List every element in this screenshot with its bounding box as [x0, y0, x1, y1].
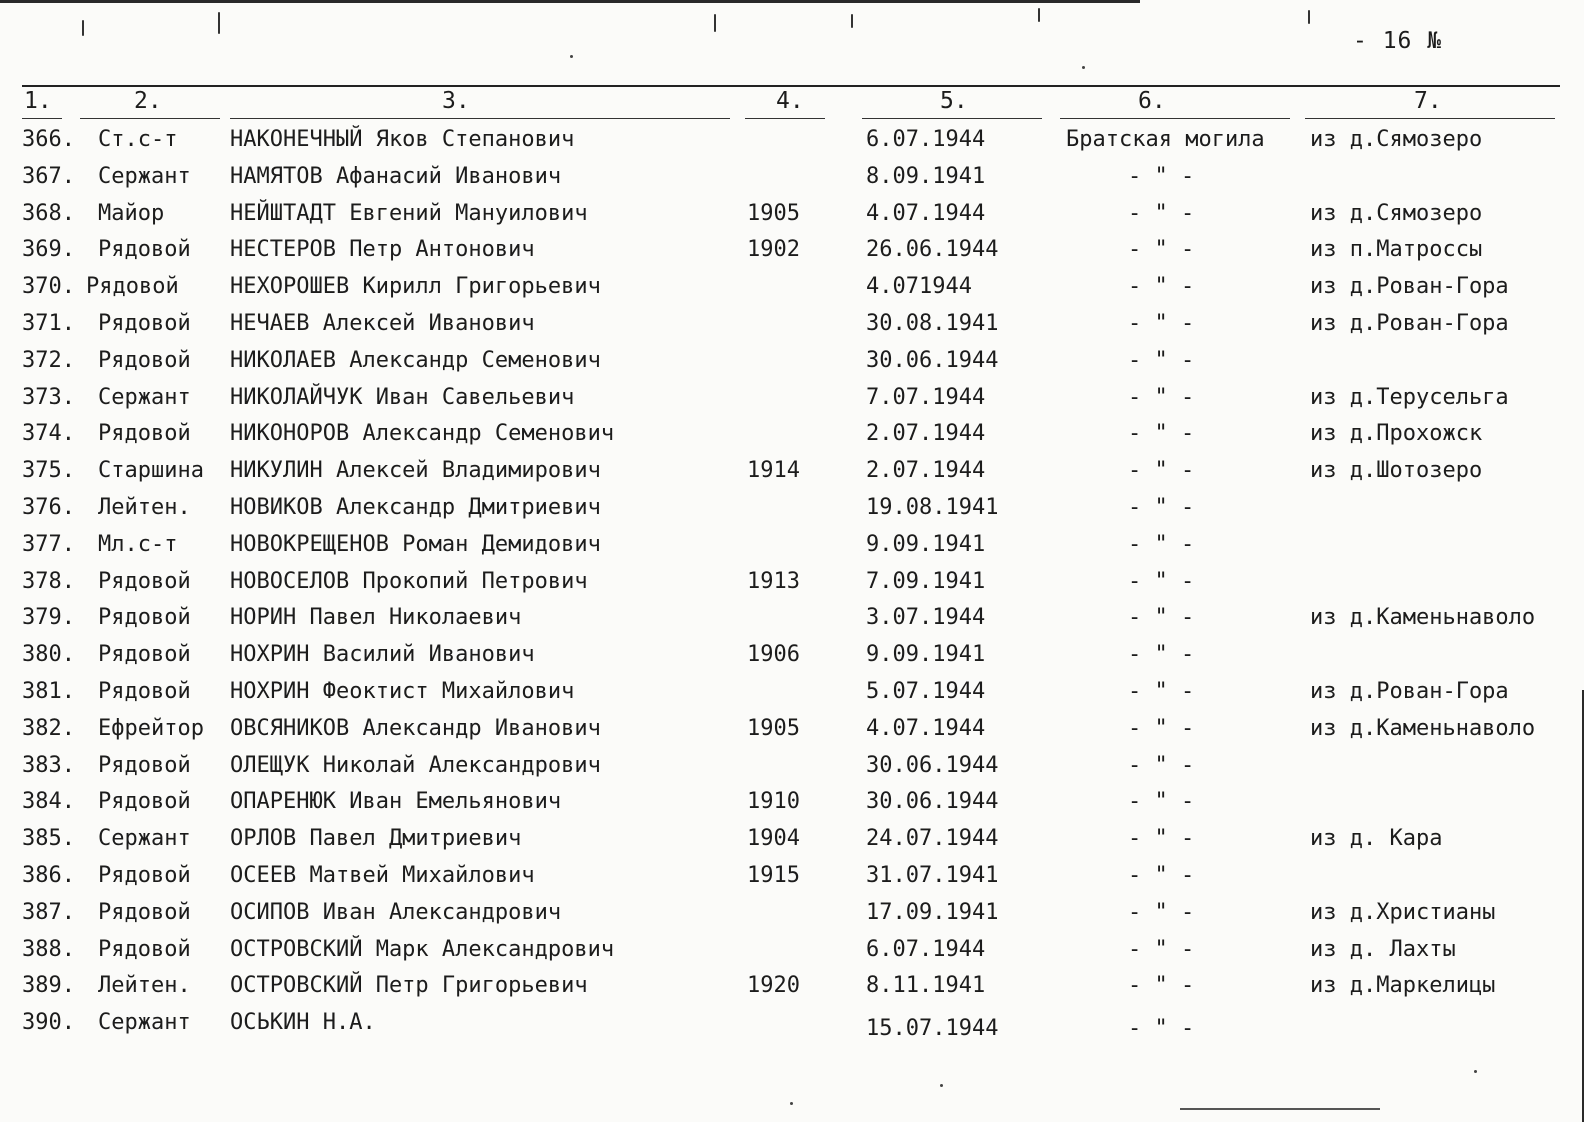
row-burial-place: - " - [1128, 310, 1195, 336]
row-origin: из д.Каменьнаволо [1310, 605, 1536, 631]
row-rank: Рядовой [98, 310, 191, 336]
table-row [0, 751, 1584, 788]
row-rank: Рядовой [98, 642, 191, 668]
stray-mark [218, 12, 220, 34]
row-death-date: 6.07.1944 [866, 127, 986, 152]
row-origin: из д.Рован-Гора [1310, 310, 1509, 336]
table-row [0, 1008, 1584, 1045]
row-name: НАКОНЕЧНЫЙ Яков Степанович [230, 127, 575, 152]
row-name: НОХРИН Феоктист Михайлович [230, 678, 575, 704]
row-death-date: 8.09.1941 [866, 163, 986, 189]
header-rule [22, 85, 1560, 87]
row-death-date: 15.07.1944 [866, 1016, 999, 1042]
row-death-date: 26.06.1944 [866, 237, 999, 263]
row-rank: Ст.с-т [98, 127, 178, 152]
row-name: НИКОЛАЙЧУК Иван Савельевич [230, 384, 575, 410]
row-number: 390. [22, 1010, 75, 1036]
row-name: НИКОЛАЕВ Александр Семенович [230, 347, 601, 373]
row-death-date: 17.09.1941 [866, 899, 999, 925]
row-rank: Рядовой [98, 568, 191, 594]
row-name: НОВОСЕЛОВ Прокопий Петрович [230, 568, 588, 594]
row-death-date: 31.07.1941 [866, 862, 999, 888]
row-rank: Сержант [98, 163, 191, 189]
row-burial-place: - " - [1128, 421, 1195, 447]
row-death-date: 2.07.1944 [866, 421, 986, 447]
row-birth-year: 1915 [747, 862, 800, 888]
row-name: НАМЯТОВ Афанасий Иванович [230, 163, 562, 189]
row-number: 387. [22, 899, 75, 925]
header-underline [22, 118, 62, 119]
row-number: 379. [22, 605, 75, 631]
row-rank: Рядовой [98, 936, 191, 962]
row-number: 369. [22, 237, 75, 263]
row-burial-place: - " - [1128, 384, 1195, 410]
row-origin: из д.Прохожск [1310, 421, 1483, 447]
table-row [0, 493, 1584, 530]
row-burial-place: - " - [1128, 458, 1195, 484]
row-origin: из д.Рован-Гора [1310, 274, 1509, 300]
row-name: ОСТРОВСКИЙ Петр Григорьевич [230, 973, 588, 999]
table-row [0, 162, 1584, 199]
row-number: 385. [22, 826, 75, 852]
page-number: - 16 № [1353, 28, 1443, 54]
row-rank: Рядовой [98, 789, 191, 815]
stray-dot [790, 1102, 793, 1105]
table-row [0, 603, 1584, 640]
row-name: НОВОКРЕЩЕНОВ Роман Демидович [230, 531, 601, 557]
row-number: 377. [22, 531, 75, 557]
row-name: НИКУЛИН Алексей Владимирович [230, 458, 601, 484]
row-rank: Рядовой [98, 862, 191, 888]
table-row [0, 898, 1584, 935]
row-death-date: 2.07.1944 [866, 458, 986, 484]
table-row [0, 235, 1584, 272]
stray-dot [1082, 66, 1085, 69]
row-burial-place: - " - [1128, 1016, 1195, 1042]
header-underline [230, 118, 730, 119]
row-death-date: 4.07.1944 [866, 200, 986, 226]
row-number: 371. [22, 310, 75, 336]
burial-list [0, 125, 1584, 1045]
row-number: 368. [22, 200, 75, 226]
table-row [0, 383, 1584, 420]
table-row [0, 419, 1584, 456]
row-rank: Майор [98, 200, 165, 226]
table-row [0, 346, 1584, 383]
row-number: 380. [22, 642, 75, 668]
row-origin: из д. Кара [1310, 826, 1443, 852]
row-rank: Рядовой [98, 899, 191, 925]
row-burial-place: - " - [1128, 642, 1195, 668]
row-rank: Старшина [98, 458, 204, 484]
table-row [0, 824, 1584, 861]
stray-mark [1308, 10, 1310, 24]
row-number: 367. [22, 163, 75, 189]
column-headers [0, 88, 1584, 120]
row-number: 366. [22, 127, 75, 152]
row-burial-place: - " - [1128, 862, 1195, 888]
row-number: 378. [22, 568, 75, 594]
column-header-6: 6. [1138, 88, 1166, 114]
row-rank: Рядовой [98, 605, 191, 631]
row-origin: из п.Матроссы [1310, 237, 1483, 263]
row-burial-place: - " - [1128, 789, 1195, 815]
row-death-date: 9.09.1941 [866, 642, 986, 668]
table-row [0, 309, 1584, 346]
row-name: ОСЬКИН Н.А. [230, 1010, 376, 1036]
column-header-2: 2. [134, 88, 162, 114]
row-burial-place: - " - [1128, 715, 1195, 741]
row-burial-place: - " - [1128, 678, 1195, 704]
row-burial-place: - " - [1128, 973, 1195, 999]
row-death-date: 30.06.1944 [866, 789, 999, 815]
table-row [0, 935, 1584, 972]
row-death-date: 7.09.1941 [866, 568, 986, 594]
row-origin: из д.Сямозеро [1310, 200, 1483, 226]
table-row [0, 125, 1584, 162]
table-row [0, 567, 1584, 604]
header-underline [745, 118, 825, 119]
row-birth-year: 1904 [747, 826, 800, 852]
row-rank: Рядовой [98, 421, 191, 447]
row-origin: из д.Маркелицы [1310, 973, 1496, 999]
row-death-date: 24.07.1944 [866, 826, 999, 852]
row-number: 389. [22, 973, 75, 999]
stray-dot [940, 1084, 943, 1087]
row-name: НЕХОРОШЕВ Кирилл Григорьевич [230, 274, 601, 300]
row-name: ОСЕЕВ Матвей Михайлович [230, 862, 535, 888]
row-rank: Лейтен. [98, 494, 191, 520]
row-death-date: 19.08.1941 [866, 494, 999, 520]
stray-dot [1474, 1070, 1477, 1073]
row-origin: из д. Лахты [1310, 936, 1456, 962]
row-rank: Рядовой [98, 347, 191, 373]
row-number: 386. [22, 862, 75, 888]
row-birth-year: 1914 [747, 458, 800, 484]
row-burial-place: - " - [1128, 605, 1195, 631]
row-death-date: 4.071944 [866, 274, 972, 300]
row-burial-place: - " - [1128, 237, 1195, 263]
column-header-3: 3. [442, 88, 470, 114]
row-number: 374. [22, 421, 75, 447]
column-header-7: 7. [1414, 88, 1442, 114]
row-death-date: 7.07.1944 [866, 384, 986, 410]
row-burial-place: - " - [1128, 752, 1195, 778]
row-rank: Рядовой [98, 752, 191, 778]
row-birth-year: 1910 [747, 789, 800, 815]
row-death-date: 30.06.1944 [866, 347, 999, 373]
row-name: НОРИН Павел Николаевич [230, 605, 522, 631]
row-origin: из д.Каменьнаволо [1310, 715, 1536, 741]
row-number: 376. [22, 494, 75, 520]
stray-mark [82, 20, 84, 36]
row-name: НОХРИН Василий Иванович [230, 642, 535, 668]
row-burial-place: - " - [1128, 531, 1195, 557]
row-name: ОПАРЕНЮК Иван Емельянович [230, 789, 562, 815]
table-row [0, 971, 1584, 1008]
row-rank: Сержант [98, 1010, 191, 1036]
stray-mark [1038, 8, 1040, 22]
row-burial-place: - " - [1128, 936, 1195, 962]
row-origin: из д.Шотозеро [1310, 458, 1483, 484]
row-burial-place: - " - [1128, 347, 1195, 373]
stray-mark [851, 14, 853, 28]
row-burial-place: Братская могила [1066, 127, 1265, 152]
row-name: НЕСТЕРОВ Петр Антонович [230, 237, 535, 263]
row-death-date: 3.07.1944 [866, 605, 986, 631]
row-burial-place: - " - [1128, 494, 1195, 520]
row-birth-year: 1905 [747, 200, 800, 226]
row-rank: Рядовой [86, 274, 179, 300]
row-number: 381. [22, 678, 75, 704]
row-number: 375. [22, 458, 75, 484]
row-rank: Ефрейтор [98, 715, 204, 741]
row-origin: из д.Сямозеро [1310, 127, 1483, 152]
row-burial-place: - " - [1128, 163, 1195, 189]
table-row [0, 199, 1584, 236]
row-death-date: 30.08.1941 [866, 310, 999, 336]
column-header-4: 4. [776, 88, 804, 114]
row-birth-year: 1902 [747, 237, 800, 263]
row-burial-place: - " - [1128, 568, 1195, 594]
row-number: 373. [22, 384, 75, 410]
row-birth-year: 1905 [747, 715, 800, 741]
table-row [0, 530, 1584, 567]
bottom-edge-line [1180, 1108, 1380, 1110]
row-name: ОЛЕЩУК Николай Александрович [230, 752, 601, 778]
row-name: ОРЛОВ Павел Дмитриевич [230, 826, 522, 852]
row-burial-place: - " - [1128, 200, 1195, 226]
row-rank: Сержант [98, 384, 191, 410]
row-number: 382. [22, 715, 75, 741]
header-underline [862, 118, 1042, 119]
row-burial-place: - " - [1128, 899, 1195, 925]
row-death-date: 4.07.1944 [866, 715, 986, 741]
row-burial-place: - " - [1128, 826, 1195, 852]
table-row [0, 640, 1584, 677]
column-header-5: 5. [940, 88, 968, 114]
header-underline [80, 118, 220, 119]
row-origin: из д.Терусельга [1310, 384, 1509, 410]
row-death-date: 8.11.1941 [866, 973, 986, 999]
stray-mark [714, 14, 716, 32]
stray-dot [570, 55, 573, 58]
header-underline [1060, 118, 1290, 119]
row-origin: из д.Христианы [1310, 899, 1496, 925]
row-name: НОВИКОВ Александр Дмитриевич [230, 494, 601, 520]
table-row [0, 787, 1584, 824]
table-row [0, 714, 1584, 751]
table-row [0, 861, 1584, 898]
header-underline [1305, 118, 1555, 119]
row-name: ОСИПОВ Иван Александрович [230, 899, 562, 925]
row-number: 384. [22, 789, 75, 815]
row-origin: из д.Рован-Гора [1310, 678, 1509, 704]
row-name: НЕЧАЕВ Алексей Иванович [230, 310, 535, 336]
row-death-date: 5.07.1944 [866, 678, 986, 704]
row-rank: Мл.с-т [98, 531, 178, 557]
row-rank: Рядовой [98, 237, 191, 263]
row-burial-place: - " - [1128, 274, 1195, 300]
table-row [0, 677, 1584, 714]
row-birth-year: 1906 [747, 642, 800, 668]
table-row [0, 272, 1584, 309]
row-death-date: 6.07.1944 [866, 936, 986, 962]
row-rank: Сержант [98, 826, 191, 852]
scan-top-edge [0, 0, 1140, 3]
row-death-date: 30.06.1944 [866, 752, 999, 778]
row-name: ОВСЯНИКОВ Александр Иванович [230, 715, 601, 741]
row-birth-year: 1920 [747, 973, 800, 999]
row-rank: Лейтен. [98, 973, 191, 999]
column-header-1: 1. [24, 88, 52, 114]
row-number: 370. [22, 274, 75, 300]
row-name: ОСТРОВСКИЙ Марк Александрович [230, 936, 615, 962]
row-number: 388. [22, 936, 75, 962]
row-rank: Рядовой [98, 678, 191, 704]
row-name: НЕЙШТАДТ Евгений Мануилович [230, 200, 588, 226]
row-number: 372. [22, 347, 75, 373]
row-number: 383. [22, 752, 75, 778]
row-death-date: 9.09.1941 [866, 531, 986, 557]
row-birth-year: 1913 [747, 568, 800, 594]
row-name: НИКОНОРОВ Александр Семенович [230, 421, 615, 447]
table-row [0, 456, 1584, 493]
